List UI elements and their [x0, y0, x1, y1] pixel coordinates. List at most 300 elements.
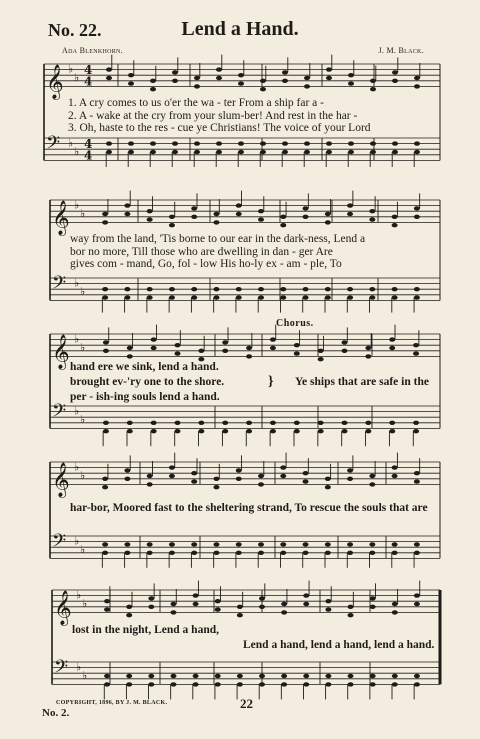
- note-head: [246, 346, 252, 350]
- verse-brace: }: [268, 374, 274, 389]
- book-number: No. 2.: [42, 707, 70, 719]
- note-head: [413, 351, 419, 355]
- note-head: [213, 295, 219, 299]
- note-head: [238, 73, 244, 77]
- note-head: [348, 682, 354, 686]
- note-head: [303, 295, 309, 299]
- note-head: [281, 674, 287, 678]
- note-head: [303, 602, 309, 606]
- note-head: [147, 474, 153, 478]
- note-head: [216, 76, 222, 80]
- note-head: [246, 429, 252, 433]
- note-head: [325, 682, 331, 686]
- note-head: [325, 477, 331, 481]
- note-head: [414, 287, 420, 291]
- note-head: [392, 610, 398, 614]
- note-head: [124, 203, 130, 207]
- note-head: [148, 605, 154, 609]
- note-head: [148, 674, 154, 678]
- note-head: [150, 79, 156, 83]
- note-head: [147, 542, 153, 546]
- note-head: [389, 346, 395, 350]
- note-head: [342, 349, 348, 353]
- note-head: [215, 599, 221, 603]
- time-signature: 4: [84, 137, 93, 152]
- note-head: [147, 209, 153, 213]
- note-head: [258, 551, 264, 555]
- note-head: [365, 429, 371, 433]
- note-head: [193, 674, 199, 678]
- note-head: [392, 141, 398, 145]
- note-head: [270, 421, 276, 425]
- note-head: [414, 206, 420, 210]
- note-head: [347, 477, 353, 481]
- note-head: [198, 421, 204, 425]
- note-head: [151, 346, 157, 350]
- flat-icon: ♭: [80, 285, 86, 298]
- note-head: [106, 141, 112, 145]
- flat-icon: ♭: [80, 207, 86, 220]
- note-head: [126, 674, 132, 678]
- time-signature: 4: [84, 63, 93, 78]
- note-head: [216, 67, 222, 71]
- flat-icon: ♭: [80, 543, 86, 556]
- note-head: [270, 429, 276, 433]
- lyric-chorus-line-3a: lost in the night, Lend a hand,: [72, 624, 219, 636]
- note-head: [348, 141, 354, 145]
- note-head: [104, 682, 110, 686]
- note-head: [169, 295, 175, 299]
- note-head: [414, 150, 420, 154]
- note-head: [104, 674, 110, 678]
- note-head: [175, 421, 181, 425]
- note-head: [318, 357, 324, 361]
- note-head: [124, 551, 130, 555]
- note-head: [294, 429, 300, 433]
- note-head: [103, 429, 109, 433]
- note-head: [294, 343, 300, 347]
- note-head: [303, 287, 309, 291]
- note-head: [128, 150, 134, 154]
- note-head: [326, 150, 332, 154]
- note-head: [318, 421, 324, 425]
- treble-clef-icon: 𝄞: [52, 200, 70, 236]
- note-head: [215, 607, 221, 611]
- note-head: [102, 485, 108, 489]
- note-head: [191, 295, 197, 299]
- flat-icon: ♭: [74, 276, 80, 290]
- note-head: [325, 542, 331, 546]
- note-head: [342, 429, 348, 433]
- note-head: [246, 421, 252, 425]
- note-head: [392, 70, 398, 74]
- note-head: [303, 542, 309, 546]
- note-head: [193, 593, 199, 597]
- note-head: [169, 551, 175, 555]
- note-head: [147, 295, 153, 299]
- note-head: [270, 337, 276, 341]
- note-head: [282, 150, 288, 154]
- note-head: [392, 474, 398, 478]
- composer-credit: J. M. Black.: [378, 46, 424, 55]
- note-head: [103, 421, 109, 425]
- note-head: [237, 682, 243, 686]
- note-head: [370, 596, 376, 600]
- bass-clef-icon: 𝄢: [52, 273, 67, 299]
- note-head: [414, 551, 420, 555]
- note-head: [213, 287, 219, 291]
- note-head: [280, 551, 286, 555]
- note-head: [280, 287, 286, 291]
- note-head: [347, 203, 353, 207]
- note-head: [369, 542, 375, 546]
- note-head: [414, 593, 420, 597]
- note-head: [303, 674, 309, 678]
- note-head: [222, 421, 228, 425]
- note-head: [198, 429, 204, 433]
- hymn-number: No. 22.: [48, 20, 102, 40]
- note-head: [414, 215, 420, 219]
- note-head: [280, 542, 286, 546]
- lyric-verse-1-line-3: hand ere we sink, lend a hand.: [70, 361, 219, 373]
- note-head: [237, 613, 243, 617]
- note-head: [151, 337, 157, 341]
- note-head: [222, 340, 228, 344]
- note-head: [347, 468, 353, 472]
- note-head: [347, 542, 353, 546]
- note-head: [258, 474, 264, 478]
- note-head: [126, 613, 132, 617]
- note-head: [236, 542, 242, 546]
- note-head: [369, 209, 375, 213]
- note-head: [369, 482, 375, 486]
- note-head: [215, 682, 221, 686]
- note-head: [124, 287, 130, 291]
- note-head: [259, 682, 265, 686]
- note-head: [370, 605, 376, 609]
- note-head: [303, 215, 309, 219]
- note-head: [147, 551, 153, 555]
- note-head: [172, 70, 178, 74]
- note-head: [106, 76, 112, 80]
- note-head: [325, 551, 331, 555]
- note-head: [348, 81, 354, 85]
- note-head: [347, 212, 353, 216]
- note-head: [392, 223, 398, 227]
- note-head: [347, 295, 353, 299]
- note-head: [413, 421, 419, 425]
- note-head: [304, 141, 310, 145]
- note-head: [303, 593, 309, 597]
- note-head: [392, 295, 398, 299]
- note-head: [389, 337, 395, 341]
- note-head: [169, 215, 175, 219]
- note-head: [348, 674, 354, 678]
- flat-icon: ♭: [76, 588, 82, 602]
- lyric-verse-3-line-2: gives com - mand, Go, fol - low His ho-ly ex - am - ple, To: [70, 258, 342, 270]
- note-head: [150, 150, 156, 154]
- note-head: [342, 421, 348, 425]
- note-head: [213, 220, 219, 224]
- note-head: [102, 295, 108, 299]
- note-head: [370, 141, 376, 145]
- lyric-verse-2-line-2: bor no more, Till those who are dwelling in dan - ger Are: [70, 246, 333, 258]
- note-head: [148, 682, 154, 686]
- note-head: [236, 203, 242, 207]
- bass-clef-icon: 𝄢: [46, 133, 61, 159]
- flat-icon: ♭: [74, 71, 80, 84]
- note-head: [172, 79, 178, 83]
- note-head: [348, 605, 354, 609]
- treble-clef-icon: 𝄞: [54, 590, 72, 626]
- note-head: [326, 141, 332, 145]
- note-head: [170, 610, 176, 614]
- note-head: [258, 482, 264, 486]
- note-head: [102, 212, 108, 216]
- note-head: [259, 605, 265, 609]
- note-head: [127, 346, 133, 350]
- note-head: [369, 474, 375, 478]
- note-head: [365, 354, 371, 358]
- note-head: [106, 67, 112, 71]
- note-head: [238, 81, 244, 85]
- note-head: [414, 682, 420, 686]
- flat-icon: ♭: [74, 145, 80, 158]
- note-head: [191, 551, 197, 555]
- note-head: [246, 354, 252, 358]
- note-head: [102, 551, 108, 555]
- note-head: [325, 295, 331, 299]
- flat-icon: ♭: [80, 469, 86, 482]
- note-head: [281, 602, 287, 606]
- note-head: [237, 605, 243, 609]
- bass-clef-icon: 𝄢: [54, 657, 69, 683]
- note-head: [102, 220, 108, 224]
- note-head: [213, 212, 219, 216]
- note-head: [392, 215, 398, 219]
- note-head: [128, 141, 134, 145]
- note-head: [326, 67, 332, 71]
- note-head: [325, 607, 331, 611]
- flat-icon: ♭: [74, 534, 80, 548]
- lyric-verse-2-line-3: brought ev-'ry one to the shore.: [70, 376, 225, 388]
- note-head: [213, 485, 219, 489]
- note-head: [348, 150, 354, 154]
- note-head: [169, 465, 175, 469]
- note-head: [222, 349, 228, 353]
- note-head: [236, 551, 242, 555]
- note-head: [280, 295, 286, 299]
- note-head: [303, 682, 309, 686]
- note-head: [260, 150, 266, 154]
- lyric-chorus-line-2: har-bor, Moored fast to the sheltering strand, To rescue the souls that are: [70, 502, 428, 514]
- note-head: [216, 141, 222, 145]
- note-head: [194, 141, 200, 145]
- note-head: [175, 343, 181, 347]
- note-head: [169, 542, 175, 546]
- note-head: [414, 76, 420, 80]
- note-head: [280, 465, 286, 469]
- note-head: [191, 479, 197, 483]
- note-head: [147, 217, 153, 221]
- note-head: [238, 150, 244, 154]
- note-head: [304, 84, 310, 88]
- note-head: [260, 141, 266, 145]
- note-head: [103, 340, 109, 344]
- note-head: [191, 542, 197, 546]
- note-head: [347, 551, 353, 555]
- note-head: [172, 150, 178, 154]
- note-head: [325, 287, 331, 291]
- note-head: [325, 485, 331, 489]
- note-head: [175, 429, 181, 433]
- note-head: [303, 206, 309, 210]
- note-head: [369, 287, 375, 291]
- note-head: [150, 87, 156, 91]
- note-head: [392, 602, 398, 606]
- note-head: [414, 295, 420, 299]
- note-head: [148, 596, 154, 600]
- note-head: [294, 351, 300, 355]
- note-head: [170, 602, 176, 606]
- treble-clef-icon: 𝄞: [52, 334, 70, 370]
- flat-icon: ♭: [74, 404, 80, 418]
- note-head: [222, 429, 228, 433]
- bass-clef-icon: 𝄢: [52, 531, 67, 557]
- note-head: [260, 87, 266, 91]
- note-head: [236, 295, 242, 299]
- note-head: [342, 340, 348, 344]
- flat-icon: ♭: [74, 198, 80, 212]
- note-head: [392, 542, 398, 546]
- note-head: [280, 474, 286, 478]
- note-head: [151, 421, 157, 425]
- note-head: [169, 474, 175, 478]
- note-head: [258, 209, 264, 213]
- flat-icon: ♭: [74, 460, 80, 474]
- time-signature: 4: [84, 74, 93, 89]
- note-head: [347, 287, 353, 291]
- hymn-title: Lend a Hand.: [181, 18, 299, 40]
- note-head: [303, 551, 309, 555]
- note-head: [238, 141, 244, 145]
- note-head: [392, 551, 398, 555]
- note-head: [258, 217, 264, 221]
- note-head: [294, 421, 300, 425]
- note-head: [102, 287, 108, 291]
- note-head: [270, 346, 276, 350]
- note-head: [392, 150, 398, 154]
- note-head: [258, 287, 264, 291]
- note-head: [151, 429, 157, 433]
- note-head: [318, 429, 324, 433]
- note-head: [318, 349, 324, 353]
- note-head: [147, 287, 153, 291]
- flat-icon: ♭: [68, 136, 74, 150]
- note-head: [193, 602, 199, 606]
- copyright-notice: COPYRIGHT, 1896, BY J. M. BLACK.: [56, 700, 168, 706]
- note-head: [281, 682, 287, 686]
- note-head: [325, 599, 331, 603]
- flat-icon: ♭: [80, 413, 86, 426]
- note-head: [370, 87, 376, 91]
- page-number: 22: [240, 696, 253, 711]
- note-head: [106, 150, 112, 154]
- lyric-verse-3-line-3: per - ish-ing souls lend a hand.: [70, 391, 220, 403]
- note-head: [124, 468, 130, 472]
- note-head: [304, 150, 310, 154]
- note-head: [325, 212, 331, 216]
- note-head: [392, 287, 398, 291]
- note-head: [128, 73, 134, 77]
- flat-icon: ♭: [76, 660, 82, 674]
- note-head: [259, 674, 265, 678]
- note-head: [303, 479, 309, 483]
- note-head: [282, 141, 288, 145]
- note-head: [104, 599, 110, 603]
- note-head: [258, 295, 264, 299]
- note-head: [303, 471, 309, 475]
- note-head: [348, 73, 354, 77]
- note-head: [194, 150, 200, 154]
- note-head: [259, 596, 265, 600]
- note-head: [281, 610, 287, 614]
- note-head: [414, 84, 420, 88]
- note-head: [124, 295, 130, 299]
- note-head: [191, 215, 197, 219]
- note-head: [170, 674, 176, 678]
- note-head: [236, 477, 242, 481]
- lyricist-credit: Ada Blenkhorn.: [62, 46, 123, 55]
- lyric-verse-3-line-1: 3. Oh, haste to the res - cue ye Christians! The voice of your Lord: [68, 122, 371, 134]
- note-head: [392, 465, 398, 469]
- note-head: [365, 421, 371, 425]
- note-head: [127, 354, 133, 358]
- note-head: [213, 551, 219, 555]
- note-head: [172, 141, 178, 145]
- note-head: [102, 477, 108, 481]
- note-head: [170, 682, 176, 686]
- note-head: [325, 674, 331, 678]
- note-head: [389, 421, 395, 425]
- flat-icon: ♭: [82, 669, 88, 682]
- treble-clef-icon: 𝄞: [52, 462, 70, 498]
- note-head: [169, 287, 175, 291]
- note-head: [392, 674, 398, 678]
- note-head: [414, 479, 420, 483]
- note-head: [370, 150, 376, 154]
- note-head: [370, 79, 376, 83]
- note-head: [191, 206, 197, 210]
- note-head: [216, 150, 222, 154]
- note-head: [369, 217, 375, 221]
- treble-clef-icon: 𝄞: [46, 64, 64, 100]
- note-head: [213, 477, 219, 481]
- note-head: [392, 79, 398, 83]
- note-head: [127, 429, 133, 433]
- note-head: [150, 141, 156, 145]
- note-head: [392, 682, 398, 686]
- note-head: [126, 682, 132, 686]
- note-head: [369, 551, 375, 555]
- bass-clef-icon: 𝄢: [52, 401, 67, 427]
- flat-icon: ♭: [82, 597, 88, 610]
- note-head: [213, 542, 219, 546]
- note-head: [414, 674, 420, 678]
- note-head: [348, 613, 354, 617]
- note-head: [236, 287, 242, 291]
- lyric-verse-1-line-2: way from the land, 'Tis borne to our ear in the dark-ness, Lend a: [70, 233, 366, 245]
